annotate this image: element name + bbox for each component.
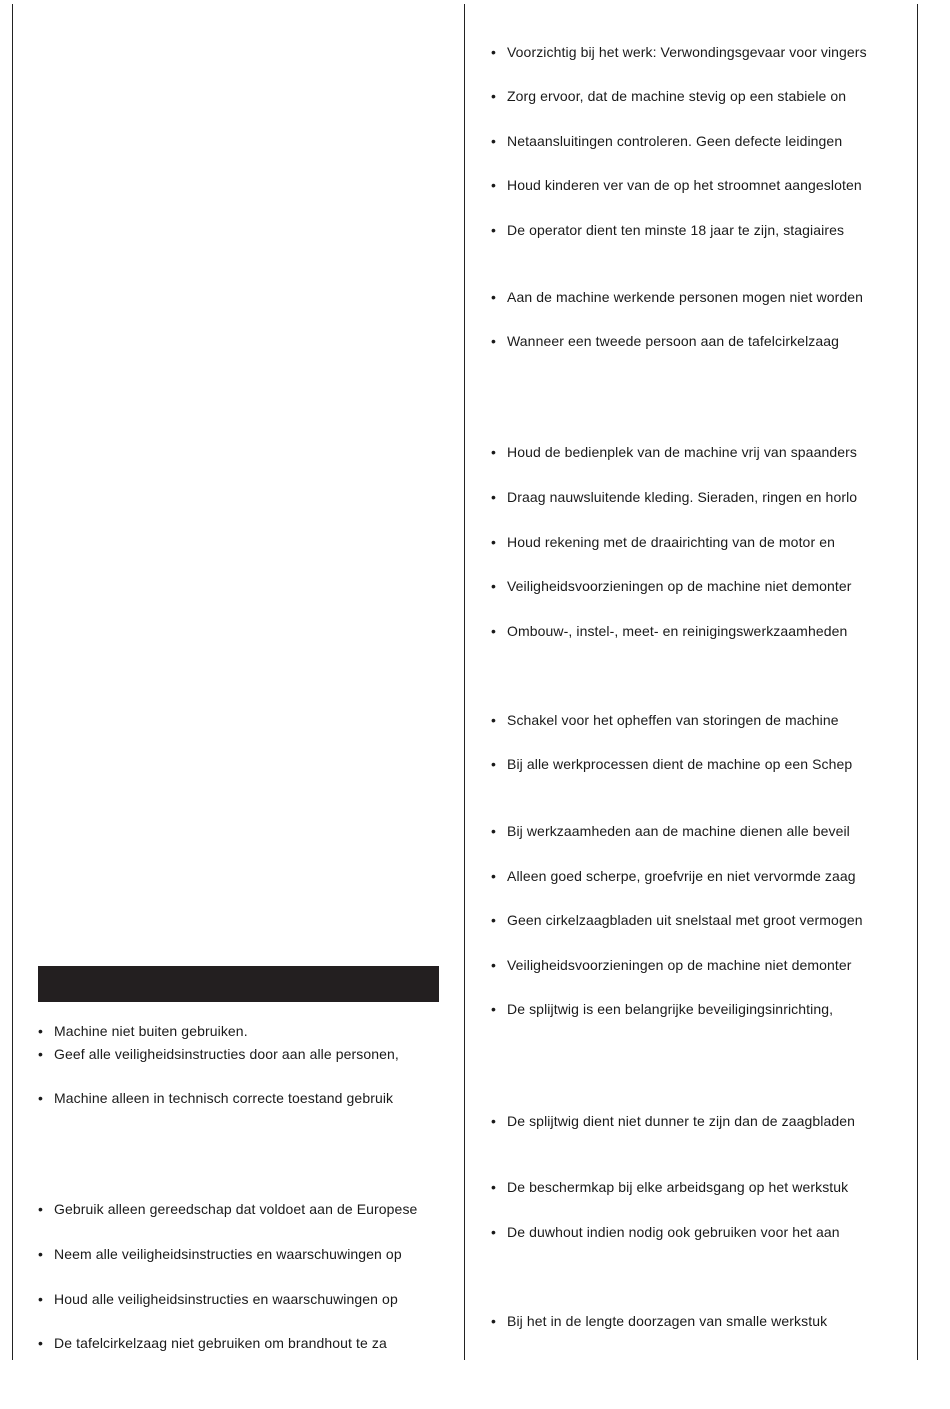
list-item: • Veiligheidsvoorzieningen op de machine niet demonter	[491, 578, 852, 594]
list-item: • Geen cirkelzaagbladen uit snelstaal met groot vermogen	[491, 912, 863, 928]
list-item: • Ombouw-, instel-, meet- en reinigingswerkzaamheden	[491, 623, 848, 639]
column-divider-rule	[464, 4, 465, 1360]
list-item: • Schakel voor het opheffen van storingen de machine	[491, 712, 839, 728]
list-item: • Machine niet buiten gebruiken.	[38, 1023, 248, 1039]
list-item: • Houd de bedienplek van de machine vrij van spaanders	[491, 444, 857, 460]
list-item: • Wanneer een tweede persoon aan de tafelcirkelzaag	[491, 333, 840, 349]
list-item: • De splijtwig dient niet dunner te zijn dan de zaagbladen	[491, 1113, 856, 1129]
left-border-rule	[12, 4, 13, 1360]
list-item: • De splijtwig is een belangrijke beveiligingsinrichting,	[491, 1001, 834, 1017]
list-item: • Bij werkzaamheden aan de machine dienen alle beveil	[491, 823, 850, 839]
list-item: • Alleen goed scherpe, groefvrije en niet vervormde zaag	[491, 868, 856, 884]
list-item: • Bij het in de lengte doorzagen van smalle werkstuk	[491, 1313, 828, 1329]
list-item: • Draag nauwsluitende kleding. Sieraden, ringen en horlo	[491, 489, 858, 505]
list-item: • Houd alle veiligheidsinstructies en waarschuwingen op	[38, 1291, 398, 1307]
list-item: • Gebruik alleen gereedschap dat voldoet aan de Europese	[38, 1201, 418, 1217]
list-item: • Geef alle veiligheidsinstructies door aan alle personen,	[38, 1046, 399, 1062]
section-header-bar	[38, 966, 439, 1002]
list-item: • Bij alle werkprocessen dient de machine op een Schep	[491, 756, 853, 772]
list-item: • Zorg ervoor, dat de machine stevig op een stabiele on	[491, 88, 847, 104]
list-item: • Aan de machine werkende personen mogen niet worden	[491, 289, 864, 305]
list-item: • Machine alleen in technisch correcte toestand gebruik	[38, 1090, 394, 1106]
list-item: • Veiligheidsvoorzieningen op de machine niet demonter	[491, 957, 852, 973]
list-item: • Houd rekening met de draairichting van de motor en	[491, 534, 835, 550]
list-item: • Neem alle veiligheidsinstructies en waarschuwingen op	[38, 1246, 402, 1262]
list-item: • De tafelcirkelzaag niet gebruiken om brandhout te za	[38, 1335, 387, 1351]
right-border-rule	[917, 4, 918, 1360]
list-item: • De beschermkap bij elke arbeidsgang op het werkstuk	[491, 1179, 849, 1195]
list-item: • De duwhout indien nodig ook gebruiken voor het aan	[491, 1224, 840, 1240]
list-item: • Voorzichtig bij het werk: Verwondingsgevaar voor vingers	[491, 44, 867, 60]
list-item: • De operator dient ten minste 18 jaar te zijn, stagiaires	[491, 222, 845, 238]
list-item: • Netaansluitingen controleren. Geen defecte leidingen	[491, 133, 843, 149]
list-item: • Houd kinderen ver van de op het stroomnet aangesloten	[491, 177, 862, 193]
